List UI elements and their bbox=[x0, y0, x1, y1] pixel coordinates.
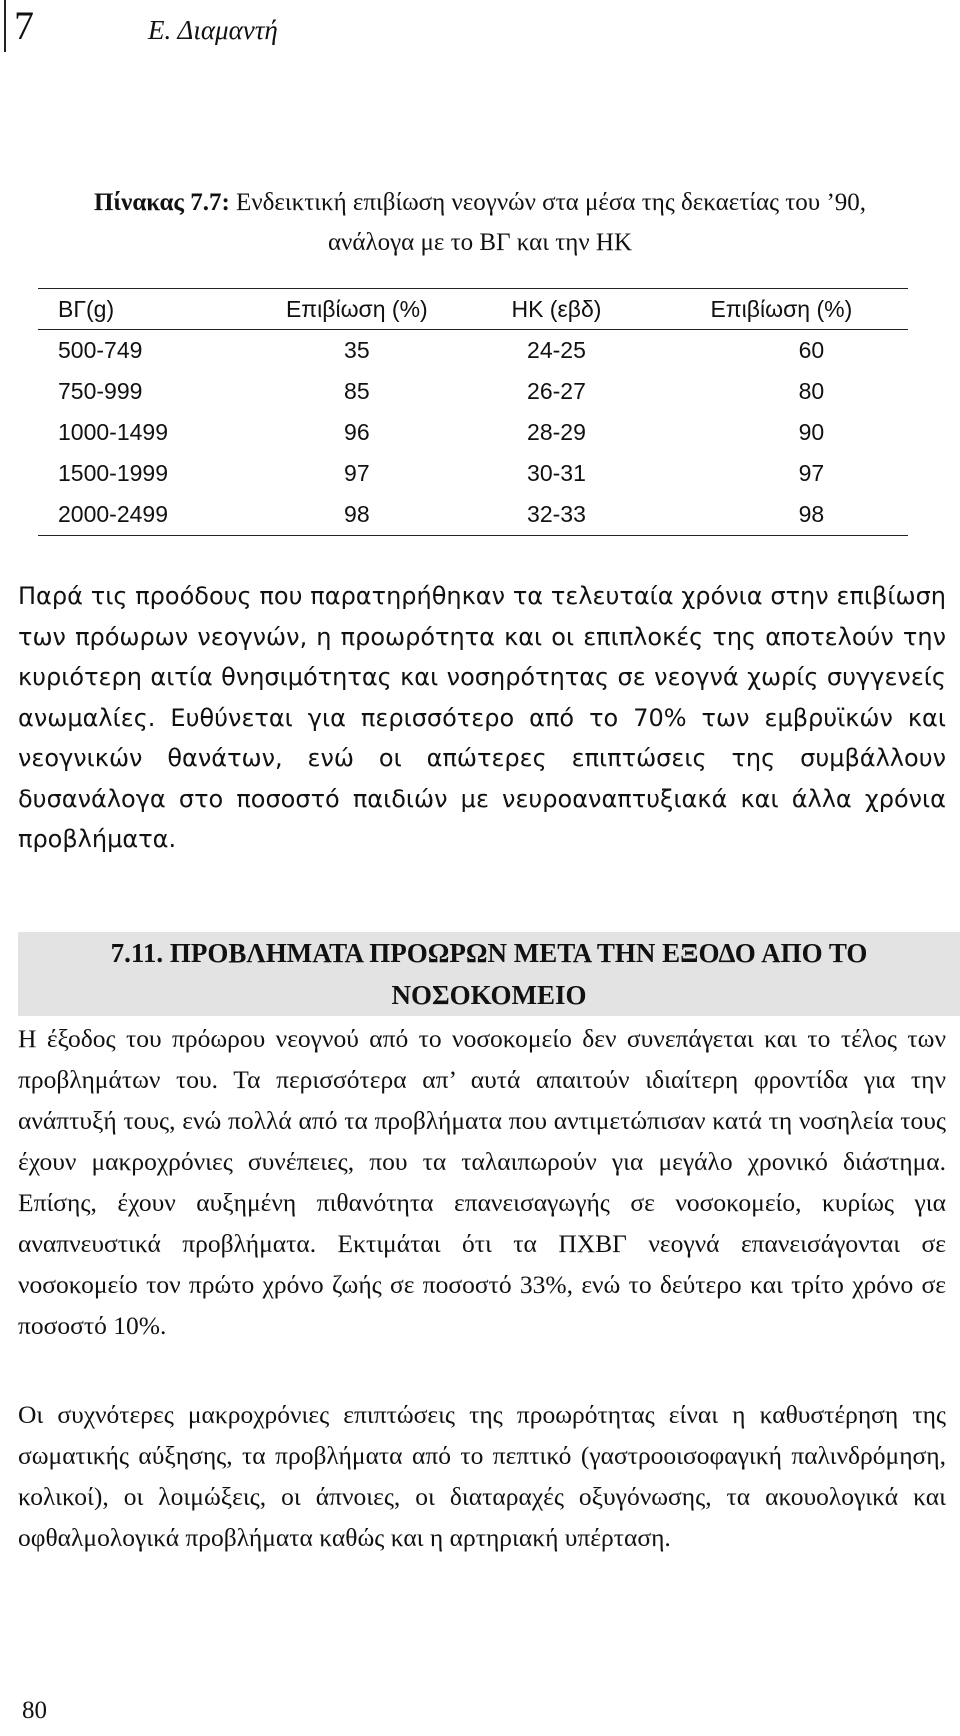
column-header: Επιβίωση (%) bbox=[255, 289, 458, 330]
table-cell: 1500-1999 bbox=[58, 460, 168, 486]
table-cell: 26-27 bbox=[527, 378, 586, 404]
table-cell: 80 bbox=[798, 378, 825, 404]
section-heading bbox=[18, 932, 960, 1016]
table-caption-line2: ανάλογα με το ΒΓ και την ΗΚ bbox=[327, 229, 633, 256]
table-cell: 97 bbox=[798, 460, 825, 486]
page-header bbox=[0, 0, 960, 52]
table-cell: 35 bbox=[344, 337, 370, 363]
table-cell: 97 bbox=[344, 460, 370, 486]
section-heading-line2: ΝΟΣΟΚΟΜΕΙΟ bbox=[391, 980, 587, 1010]
table-row bbox=[38, 453, 908, 494]
table-cell: 32-33 bbox=[458, 494, 655, 536]
table-row bbox=[38, 371, 908, 412]
table-cell: 98 bbox=[655, 494, 908, 536]
page-number: 80 bbox=[22, 1697, 47, 1724]
table-row bbox=[38, 494, 908, 536]
table-cell: 60 bbox=[798, 337, 825, 363]
table-caption-line1 bbox=[0, 184, 960, 222]
paragraph-long-term-effects: Οι συχνότερες μακροχρόνιες επιπτώσεις της προωρότητας είναι η καθυστέρηση της σωματικής αύξησης, τα προβλήματα από το πεπτικό (γαστροοισοφαγική παλινδρόμηση, κολικοί), οι λοιμώξεις, οι άπνοιες, οι διαταραχές οξυγόνωσης, τα ακουολογικά και οφθαλμολογικά προβλήματα καθώς και η αρτηριακή υπέρταση. bbox=[18, 1400, 946, 1552]
table-cell: 500-749 bbox=[58, 337, 143, 363]
table-cell: 750-999 bbox=[58, 378, 143, 404]
paragraph-prematurity-outcomes: Παρά τις προόδους που παρατηρήθηκαν τα τελευταία χρόνια στην επιβίωση των πρόωρων νεογνών, η προωρότητα και οι επιπλοκές της αποτελούν την κυριότερη αιτία θνησιμότητας και νοσηρότητας σε νεογνά χωρίς συγγενείς ανωμαλίες. Ευθύνεται για περισσότερο από το 70% των εμβρυϊκών και νεογνικών θανάτων, ενώ οι απώτερες επιπτώσεις της συμβάλλουν δυσανάλογα στο ποσοστό παιδιών με νευροαναπτυξιακά και άλλα χρόνια προβλήματα. bbox=[18, 582, 946, 853]
table-caption-text: Ενδεικτική επιβίωση νεογνών στα μέσα της δεκαετίας του ’90, bbox=[229, 189, 867, 216]
survival-table bbox=[38, 288, 908, 536]
column-header: ΒΓ(g) bbox=[38, 289, 255, 330]
table-cell: 28-29 bbox=[527, 419, 586, 445]
table-cell: 85 bbox=[344, 378, 370, 404]
table-row bbox=[38, 412, 908, 453]
table-cell: 2000-2499 bbox=[38, 494, 255, 536]
table-cell: 24-25 bbox=[527, 337, 586, 363]
table-header-row bbox=[38, 289, 908, 330]
table-cell: 98 bbox=[255, 494, 458, 536]
table-cell: 1000-1499 bbox=[58, 419, 168, 445]
column-header: ΗΚ (εβδ) bbox=[458, 289, 655, 330]
chapter-number: 7 bbox=[14, 3, 34, 48]
table-cell: 96 bbox=[344, 419, 370, 445]
header-rule bbox=[4, 0, 6, 52]
author-name: Ε. Διαμαντή bbox=[148, 15, 278, 45]
column-header: Επιβίωση (%) bbox=[655, 289, 908, 330]
table-cell: 90 bbox=[798, 419, 825, 445]
paragraph-after-discharge: Η έξοδος του πρόωρου νεογνού από το νοσοκομείο δεν συνεπάγεται και το τέλος των προβλημάτων του. Τα περισσότερα απ’ αυτά απαιτούν ιδιαίτερη φροντίδα για την ανάπτυξή τους, ενώ πολλά από τα προβλήματα που αντιμετώπισαν κατά τη νοσηλεία τους έχουν μακροχρόνιες συνέπειες, που τα ταλαιπωρούν για μεγάλο χρονικό διάστημα. Επίσης, έχουν αυξημένη πιθανότητα επανεισαγωγής σε νοσοκομείο, κυρίως για αναπνευστικά προβλήματα. Εκτιμάται ότι τα ΠΧΒΓ νεογνά επανεισάγονται σε νοσοκομείο τον πρώτο χρόνο ζωής σε ποσοστό 33%, ενώ το δεύτερο και τρίτο χρόνο σε ποσοστό 10%. bbox=[18, 1024, 946, 1340]
section-heading-line1: 7.11. ΠΡΟΒΛΗΜΑΤΑ ΠΡΟΩΡΩΝ ΜΕΤΑ ΤΗΝ ΕΞΟΔΟ ΑΠΟ ΤΟ bbox=[110, 938, 868, 968]
table-cell: 30-31 bbox=[527, 460, 586, 486]
table-caption-label: Πίνακας 7.7: bbox=[93, 189, 230, 216]
table-row bbox=[38, 330, 908, 372]
